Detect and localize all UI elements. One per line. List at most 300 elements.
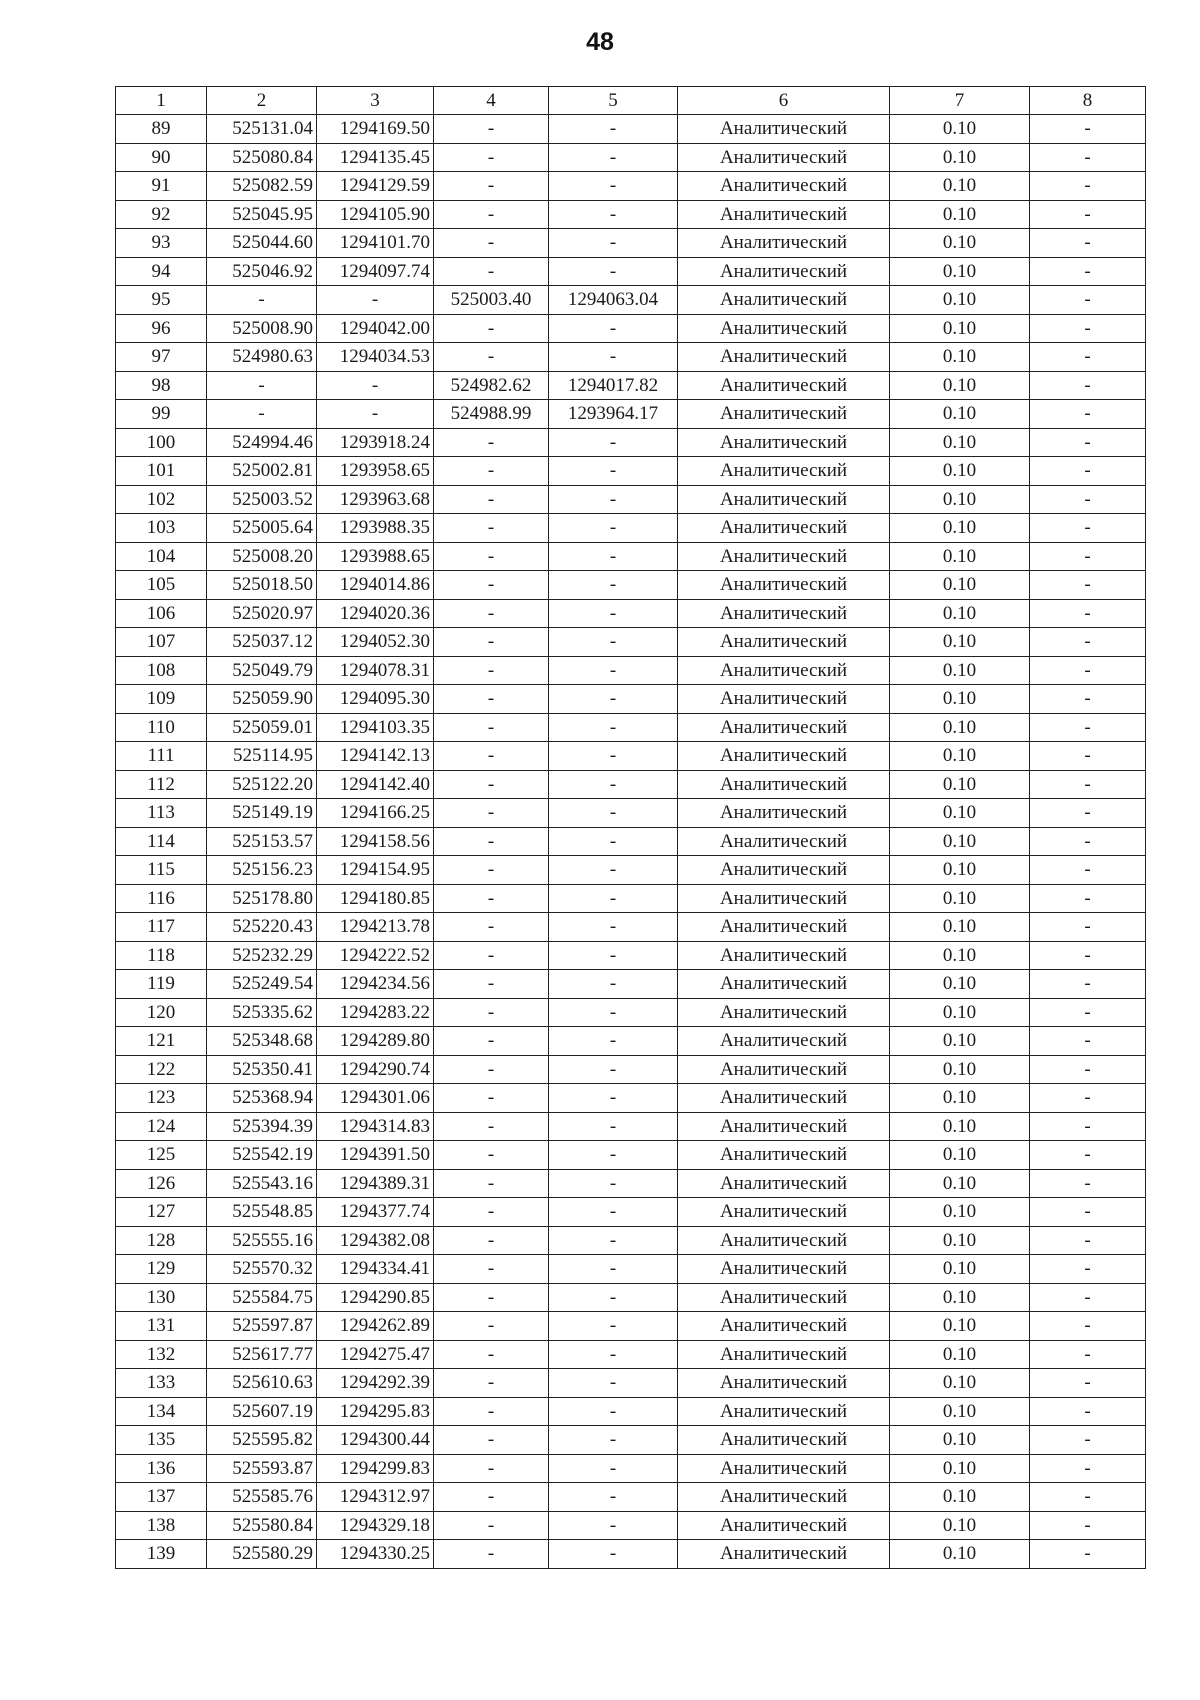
y-alt-coordinate-cell: - <box>549 1283 678 1312</box>
method-cell: Аналитический <box>678 172 890 201</box>
table-row <box>116 1283 1146 1312</box>
note-cell: - <box>1030 1255 1146 1284</box>
x-coordinate-cell: 525008.90 <box>207 314 317 343</box>
y-coordinate-cell: 1294158.56 <box>317 827 434 856</box>
point-number-cell: 115 <box>116 856 207 885</box>
table-row <box>116 286 1146 315</box>
column-header: 3 <box>317 87 434 115</box>
note-cell: - <box>1030 770 1146 799</box>
y-coordinate-cell: 1294292.39 <box>317 1369 434 1398</box>
x-alt-coordinate-cell: - <box>434 1055 549 1084</box>
method-cell: Аналитический <box>678 1369 890 1398</box>
note-cell: - <box>1030 1312 1146 1341</box>
y-alt-coordinate-cell: - <box>549 970 678 999</box>
x-coordinate-cell: 524994.46 <box>207 428 317 457</box>
method-cell: Аналитический <box>678 1226 890 1255</box>
method-cell: Аналитический <box>678 1312 890 1341</box>
table-row <box>116 1454 1146 1483</box>
y-alt-coordinate-cell: - <box>549 998 678 1027</box>
x-coordinate-cell: - <box>207 371 317 400</box>
y-alt-coordinate-cell: - <box>549 1312 678 1341</box>
y-alt-coordinate-cell: - <box>549 200 678 229</box>
x-coordinate-cell: 525543.16 <box>207 1169 317 1198</box>
note-cell: - <box>1030 1198 1146 1227</box>
y-alt-coordinate-cell: - <box>549 1027 678 1056</box>
column-header: 8 <box>1030 87 1146 115</box>
x-alt-coordinate-cell: - <box>434 656 549 685</box>
method-cell: Аналитический <box>678 1055 890 1084</box>
x-alt-coordinate-cell: - <box>434 1283 549 1312</box>
table-row <box>116 571 1146 600</box>
y-alt-coordinate-cell: - <box>549 1397 678 1426</box>
note-cell: - <box>1030 884 1146 913</box>
accuracy-cell: 0.10 <box>890 542 1030 571</box>
y-alt-coordinate-cell: - <box>549 1483 678 1512</box>
method-cell: Аналитический <box>678 1511 890 1540</box>
point-number-cell: 136 <box>116 1454 207 1483</box>
x-alt-coordinate-cell: - <box>434 941 549 970</box>
x-alt-coordinate-cell: - <box>434 514 549 543</box>
x-alt-coordinate-cell: - <box>434 457 549 486</box>
y-alt-coordinate-cell: - <box>549 685 678 714</box>
x-alt-coordinate-cell: 524988.99 <box>434 400 549 429</box>
point-number-cell: 126 <box>116 1169 207 1198</box>
y-alt-coordinate-cell: - <box>549 884 678 913</box>
note-cell: - <box>1030 656 1146 685</box>
y-coordinate-cell: 1294154.95 <box>317 856 434 885</box>
accuracy-cell: 0.10 <box>890 827 1030 856</box>
accuracy-cell: 0.10 <box>890 485 1030 514</box>
x-alt-coordinate-cell: - <box>434 542 549 571</box>
x-coordinate-cell: 525149.19 <box>207 799 317 828</box>
y-alt-coordinate-cell: - <box>549 1540 678 1569</box>
y-coordinate-cell: 1294129.59 <box>317 172 434 201</box>
x-coordinate-cell: 525008.20 <box>207 542 317 571</box>
table-row <box>116 485 1146 514</box>
y-alt-coordinate-cell: - <box>549 1226 678 1255</box>
y-alt-coordinate-cell: - <box>549 628 678 657</box>
note-cell: - <box>1030 115 1146 144</box>
note-cell: - <box>1030 1283 1146 1312</box>
accuracy-cell: 0.10 <box>890 913 1030 942</box>
y-alt-coordinate-cell: - <box>549 428 678 457</box>
x-coordinate-cell: 525617.77 <box>207 1340 317 1369</box>
x-coordinate-cell: 525049.79 <box>207 656 317 685</box>
coordinates-table <box>115 86 1146 1569</box>
method-cell: Аналитический <box>678 1483 890 1512</box>
y-coordinate-cell: 1294330.25 <box>317 1540 434 1569</box>
accuracy-cell: 0.10 <box>890 1255 1030 1284</box>
x-alt-coordinate-cell: - <box>434 1112 549 1141</box>
x-alt-coordinate-cell: - <box>434 257 549 286</box>
x-coordinate-cell: 525114.95 <box>207 742 317 771</box>
note-cell: - <box>1030 1027 1146 1056</box>
x-coordinate-cell: 525570.32 <box>207 1255 317 1284</box>
note-cell: - <box>1030 200 1146 229</box>
point-number-cell: 135 <box>116 1426 207 1455</box>
point-number-cell: 125 <box>116 1141 207 1170</box>
accuracy-cell: 0.10 <box>890 200 1030 229</box>
note-cell: - <box>1030 286 1146 315</box>
note-cell: - <box>1030 314 1146 343</box>
x-alt-coordinate-cell: - <box>434 1312 549 1341</box>
y-alt-coordinate-cell: - <box>549 913 678 942</box>
method-cell: Аналитический <box>678 628 890 657</box>
x-alt-coordinate-cell: - <box>434 229 549 258</box>
note-cell: - <box>1030 514 1146 543</box>
x-alt-coordinate-cell: - <box>434 143 549 172</box>
x-alt-coordinate-cell: 525003.40 <box>434 286 549 315</box>
point-number-cell: 128 <box>116 1226 207 1255</box>
note-cell: - <box>1030 998 1146 1027</box>
point-number-cell: 96 <box>116 314 207 343</box>
y-alt-coordinate-cell: - <box>549 1454 678 1483</box>
x-coordinate-cell: 525232.29 <box>207 941 317 970</box>
accuracy-cell: 0.10 <box>890 1312 1030 1341</box>
y-coordinate-cell: 1294382.08 <box>317 1226 434 1255</box>
point-number-cell: 121 <box>116 1027 207 1056</box>
point-number-cell: 102 <box>116 485 207 514</box>
point-number-cell: 139 <box>116 1540 207 1569</box>
table-row <box>116 400 1146 429</box>
x-coordinate-cell: - <box>207 286 317 315</box>
y-alt-coordinate-cell: - <box>549 115 678 144</box>
note-cell: - <box>1030 1483 1146 1512</box>
note-cell: - <box>1030 1112 1146 1141</box>
table-body <box>116 87 1146 1569</box>
table-row <box>116 856 1146 885</box>
accuracy-cell: 0.10 <box>890 884 1030 913</box>
point-number-cell: 132 <box>116 1340 207 1369</box>
table-row <box>116 998 1146 1027</box>
x-coordinate-cell: 525080.84 <box>207 143 317 172</box>
y-coordinate-cell: 1294234.56 <box>317 970 434 999</box>
y-coordinate-cell: - <box>317 286 434 315</box>
y-coordinate-cell: 1294169.50 <box>317 115 434 144</box>
accuracy-cell: 0.10 <box>890 1483 1030 1512</box>
table-row <box>116 1312 1146 1341</box>
table-row <box>116 143 1146 172</box>
accuracy-cell: 0.10 <box>890 257 1030 286</box>
accuracy-cell: 0.10 <box>890 229 1030 258</box>
y-alt-coordinate-cell: - <box>549 742 678 771</box>
method-cell: Аналитический <box>678 400 890 429</box>
accuracy-cell: 0.10 <box>890 1540 1030 1569</box>
point-number-cell: 93 <box>116 229 207 258</box>
point-number-cell: 101 <box>116 457 207 486</box>
y-coordinate-cell: 1294275.47 <box>317 1340 434 1369</box>
accuracy-cell: 0.10 <box>890 1169 1030 1198</box>
y-coordinate-cell: 1294135.45 <box>317 143 434 172</box>
method-cell: Аналитический <box>678 143 890 172</box>
point-number-cell: 92 <box>116 200 207 229</box>
point-number-cell: 118 <box>116 941 207 970</box>
method-cell: Аналитический <box>678 1340 890 1369</box>
accuracy-cell: 0.10 <box>890 1112 1030 1141</box>
note-cell: - <box>1030 599 1146 628</box>
y-alt-coordinate-cell: 1294063.04 <box>549 286 678 315</box>
point-number-cell: 112 <box>116 770 207 799</box>
note-cell: - <box>1030 685 1146 714</box>
y-coordinate-cell: 1294103.35 <box>317 713 434 742</box>
note-cell: - <box>1030 1055 1146 1084</box>
table-row <box>116 1112 1146 1141</box>
accuracy-cell: 0.10 <box>890 1027 1030 1056</box>
x-alt-coordinate-cell: - <box>434 998 549 1027</box>
table-row <box>116 371 1146 400</box>
point-number-cell: 94 <box>116 257 207 286</box>
accuracy-cell: 0.10 <box>890 286 1030 315</box>
method-cell: Аналитический <box>678 115 890 144</box>
x-alt-coordinate-cell: - <box>434 1540 549 1569</box>
x-alt-coordinate-cell: - <box>434 1255 549 1284</box>
method-cell: Аналитический <box>678 827 890 856</box>
x-alt-coordinate-cell: - <box>434 485 549 514</box>
point-number-cell: 106 <box>116 599 207 628</box>
y-alt-coordinate-cell: - <box>549 143 678 172</box>
method-cell: Аналитический <box>678 742 890 771</box>
x-alt-coordinate-cell: - <box>434 1426 549 1455</box>
table-row <box>116 1397 1146 1426</box>
y-alt-coordinate-cell: - <box>549 1084 678 1113</box>
point-number-cell: 114 <box>116 827 207 856</box>
accuracy-cell: 0.10 <box>890 428 1030 457</box>
accuracy-cell: 0.10 <box>890 1397 1030 1426</box>
y-alt-coordinate-cell: - <box>549 1141 678 1170</box>
accuracy-cell: 0.10 <box>890 998 1030 1027</box>
x-coordinate-cell: 525584.75 <box>207 1283 317 1312</box>
point-number-cell: 91 <box>116 172 207 201</box>
table-row <box>116 1027 1146 1056</box>
x-coordinate-cell: 525178.80 <box>207 884 317 913</box>
x-alt-coordinate-cell: - <box>434 970 549 999</box>
accuracy-cell: 0.10 <box>890 457 1030 486</box>
table-row <box>116 827 1146 856</box>
y-alt-coordinate-cell: - <box>549 172 678 201</box>
point-number-cell: 138 <box>116 1511 207 1540</box>
point-number-cell: 95 <box>116 286 207 315</box>
method-cell: Аналитический <box>678 428 890 457</box>
accuracy-cell: 0.10 <box>890 514 1030 543</box>
note-cell: - <box>1030 542 1146 571</box>
x-alt-coordinate-cell: - <box>434 172 549 201</box>
x-coordinate-cell: 525348.68 <box>207 1027 317 1056</box>
accuracy-cell: 0.10 <box>890 742 1030 771</box>
method-cell: Аналитический <box>678 970 890 999</box>
y-coordinate-cell: 1294301.06 <box>317 1084 434 1113</box>
note-cell: - <box>1030 457 1146 486</box>
y-coordinate-cell: 1294391.50 <box>317 1141 434 1170</box>
accuracy-cell: 0.10 <box>890 143 1030 172</box>
y-coordinate-cell: 1294289.80 <box>317 1027 434 1056</box>
y-alt-coordinate-cell: - <box>549 827 678 856</box>
method-cell: Аналитический <box>678 200 890 229</box>
accuracy-cell: 0.10 <box>890 941 1030 970</box>
x-alt-coordinate-cell: - <box>434 115 549 144</box>
x-alt-coordinate-cell: - <box>434 1198 549 1227</box>
method-cell: Аналитический <box>678 1027 890 1056</box>
x-alt-coordinate-cell: - <box>434 314 549 343</box>
point-number-cell: 127 <box>116 1198 207 1227</box>
y-alt-coordinate-cell: - <box>549 1198 678 1227</box>
note-cell: - <box>1030 1084 1146 1113</box>
column-header: 5 <box>549 87 678 115</box>
note-cell: - <box>1030 742 1146 771</box>
method-cell: Аналитический <box>678 1112 890 1141</box>
point-number-cell: 104 <box>116 542 207 571</box>
method-cell: Аналитический <box>678 1454 890 1483</box>
point-number-cell: 123 <box>116 1084 207 1113</box>
point-number-cell: 110 <box>116 713 207 742</box>
accuracy-cell: 0.10 <box>890 799 1030 828</box>
y-coordinate-cell: 1294142.13 <box>317 742 434 771</box>
y-coordinate-cell: 1294034.53 <box>317 343 434 372</box>
x-alt-coordinate-cell: - <box>434 1483 549 1512</box>
x-coordinate-cell: 524980.63 <box>207 343 317 372</box>
method-cell: Аналитический <box>678 1169 890 1198</box>
method-cell: Аналитический <box>678 799 890 828</box>
table-row <box>116 1084 1146 1113</box>
x-coordinate-cell: 525002.81 <box>207 457 317 486</box>
table-row <box>116 229 1146 258</box>
column-header: 7 <box>890 87 1030 115</box>
x-coordinate-cell: 525156.23 <box>207 856 317 885</box>
note-cell: - <box>1030 229 1146 258</box>
accuracy-cell: 0.10 <box>890 115 1030 144</box>
note-cell: - <box>1030 1141 1146 1170</box>
method-cell: Аналитический <box>678 229 890 258</box>
note-cell: - <box>1030 1226 1146 1255</box>
y-alt-coordinate-cell: - <box>549 799 678 828</box>
table-row <box>116 685 1146 714</box>
y-coordinate-cell: 1294180.85 <box>317 884 434 913</box>
y-coordinate-cell: 1294213.78 <box>317 913 434 942</box>
accuracy-cell: 0.10 <box>890 1141 1030 1170</box>
note-cell: - <box>1030 371 1146 400</box>
x-alt-coordinate-cell: - <box>434 1511 549 1540</box>
point-number-cell: 109 <box>116 685 207 714</box>
accuracy-cell: 0.10 <box>890 314 1030 343</box>
y-coordinate-cell: 1294078.31 <box>317 656 434 685</box>
method-cell: Аналитический <box>678 1283 890 1312</box>
y-alt-coordinate-cell: - <box>549 1340 678 1369</box>
y-coordinate-cell: 1294142.40 <box>317 770 434 799</box>
table-row <box>116 713 1146 742</box>
table-row <box>116 770 1146 799</box>
y-coordinate-cell: 1294020.36 <box>317 599 434 628</box>
y-coordinate-cell: 1294290.74 <box>317 1055 434 1084</box>
note-cell: - <box>1030 143 1146 172</box>
y-alt-coordinate-cell: - <box>549 485 678 514</box>
y-alt-coordinate-cell: - <box>549 457 678 486</box>
y-alt-coordinate-cell: - <box>549 770 678 799</box>
method-cell: Аналитический <box>678 770 890 799</box>
y-coordinate-cell: 1294295.83 <box>317 1397 434 1426</box>
y-alt-coordinate-cell: - <box>549 514 678 543</box>
table-row <box>116 913 1146 942</box>
point-number-cell: 116 <box>116 884 207 913</box>
accuracy-cell: 0.10 <box>890 770 1030 799</box>
y-alt-coordinate-cell: - <box>549 1112 678 1141</box>
y-coordinate-cell: 1294097.74 <box>317 257 434 286</box>
x-coordinate-cell: 525046.92 <box>207 257 317 286</box>
accuracy-cell: 0.10 <box>890 1198 1030 1227</box>
point-number-cell: 131 <box>116 1312 207 1341</box>
x-alt-coordinate-cell: - <box>434 571 549 600</box>
note-cell: - <box>1030 343 1146 372</box>
note-cell: - <box>1030 1511 1146 1540</box>
point-number-cell: 137 <box>116 1483 207 1512</box>
method-cell: Аналитический <box>678 1198 890 1227</box>
column-header: 4 <box>434 87 549 115</box>
method-cell: Аналитический <box>678 371 890 400</box>
point-number-cell: 103 <box>116 514 207 543</box>
note-cell: - <box>1030 628 1146 657</box>
y-alt-coordinate-cell: 1293964.17 <box>549 400 678 429</box>
y-coordinate-cell: 1294166.25 <box>317 799 434 828</box>
accuracy-cell: 0.10 <box>890 371 1030 400</box>
y-alt-coordinate-cell: - <box>549 314 678 343</box>
table-row <box>116 1369 1146 1398</box>
x-alt-coordinate-cell: - <box>434 1397 549 1426</box>
x-coordinate-cell: 525005.64 <box>207 514 317 543</box>
y-coordinate-cell: - <box>317 371 434 400</box>
table-row <box>116 656 1146 685</box>
y-coordinate-cell: 1294095.30 <box>317 685 434 714</box>
note-cell: - <box>1030 713 1146 742</box>
table-row <box>116 599 1146 628</box>
x-coordinate-cell: 525542.19 <box>207 1141 317 1170</box>
accuracy-cell: 0.10 <box>890 1426 1030 1455</box>
point-number-cell: 119 <box>116 970 207 999</box>
method-cell: Аналитический <box>678 685 890 714</box>
point-number-cell: 89 <box>116 115 207 144</box>
x-coordinate-cell: 525595.82 <box>207 1426 317 1455</box>
x-alt-coordinate-cell: - <box>434 1141 549 1170</box>
y-alt-coordinate-cell: - <box>549 1511 678 1540</box>
accuracy-cell: 0.10 <box>890 1283 1030 1312</box>
accuracy-cell: 0.10 <box>890 656 1030 685</box>
x-coordinate-cell: 525593.87 <box>207 1454 317 1483</box>
note-cell: - <box>1030 970 1146 999</box>
y-coordinate-cell: 1293918.24 <box>317 428 434 457</box>
y-alt-coordinate-cell: - <box>549 1426 678 1455</box>
x-alt-coordinate-cell: - <box>434 799 549 828</box>
y-alt-coordinate-cell: - <box>549 571 678 600</box>
table-row <box>116 1198 1146 1227</box>
method-cell: Аналитический <box>678 656 890 685</box>
y-coordinate-cell: 1294299.83 <box>317 1454 434 1483</box>
note-cell: - <box>1030 913 1146 942</box>
y-alt-coordinate-cell: - <box>549 229 678 258</box>
note-cell: - <box>1030 485 1146 514</box>
y-alt-coordinate-cell: - <box>549 343 678 372</box>
x-alt-coordinate-cell: - <box>434 884 549 913</box>
x-coordinate-cell: 525220.43 <box>207 913 317 942</box>
point-number-cell: 108 <box>116 656 207 685</box>
y-alt-coordinate-cell: 1294017.82 <box>549 371 678 400</box>
note-cell: - <box>1030 1397 1146 1426</box>
y-coordinate-cell: 1294283.22 <box>317 998 434 1027</box>
x-coordinate-cell: 525607.19 <box>207 1397 317 1426</box>
method-cell: Аналитический <box>678 1426 890 1455</box>
method-cell: Аналитический <box>678 599 890 628</box>
point-number-cell: 99 <box>116 400 207 429</box>
x-coordinate-cell: 525059.90 <box>207 685 317 714</box>
x-alt-coordinate-cell: - <box>434 428 549 457</box>
point-number-cell: 111 <box>116 742 207 771</box>
x-coordinate-cell: 525597.87 <box>207 1312 317 1341</box>
